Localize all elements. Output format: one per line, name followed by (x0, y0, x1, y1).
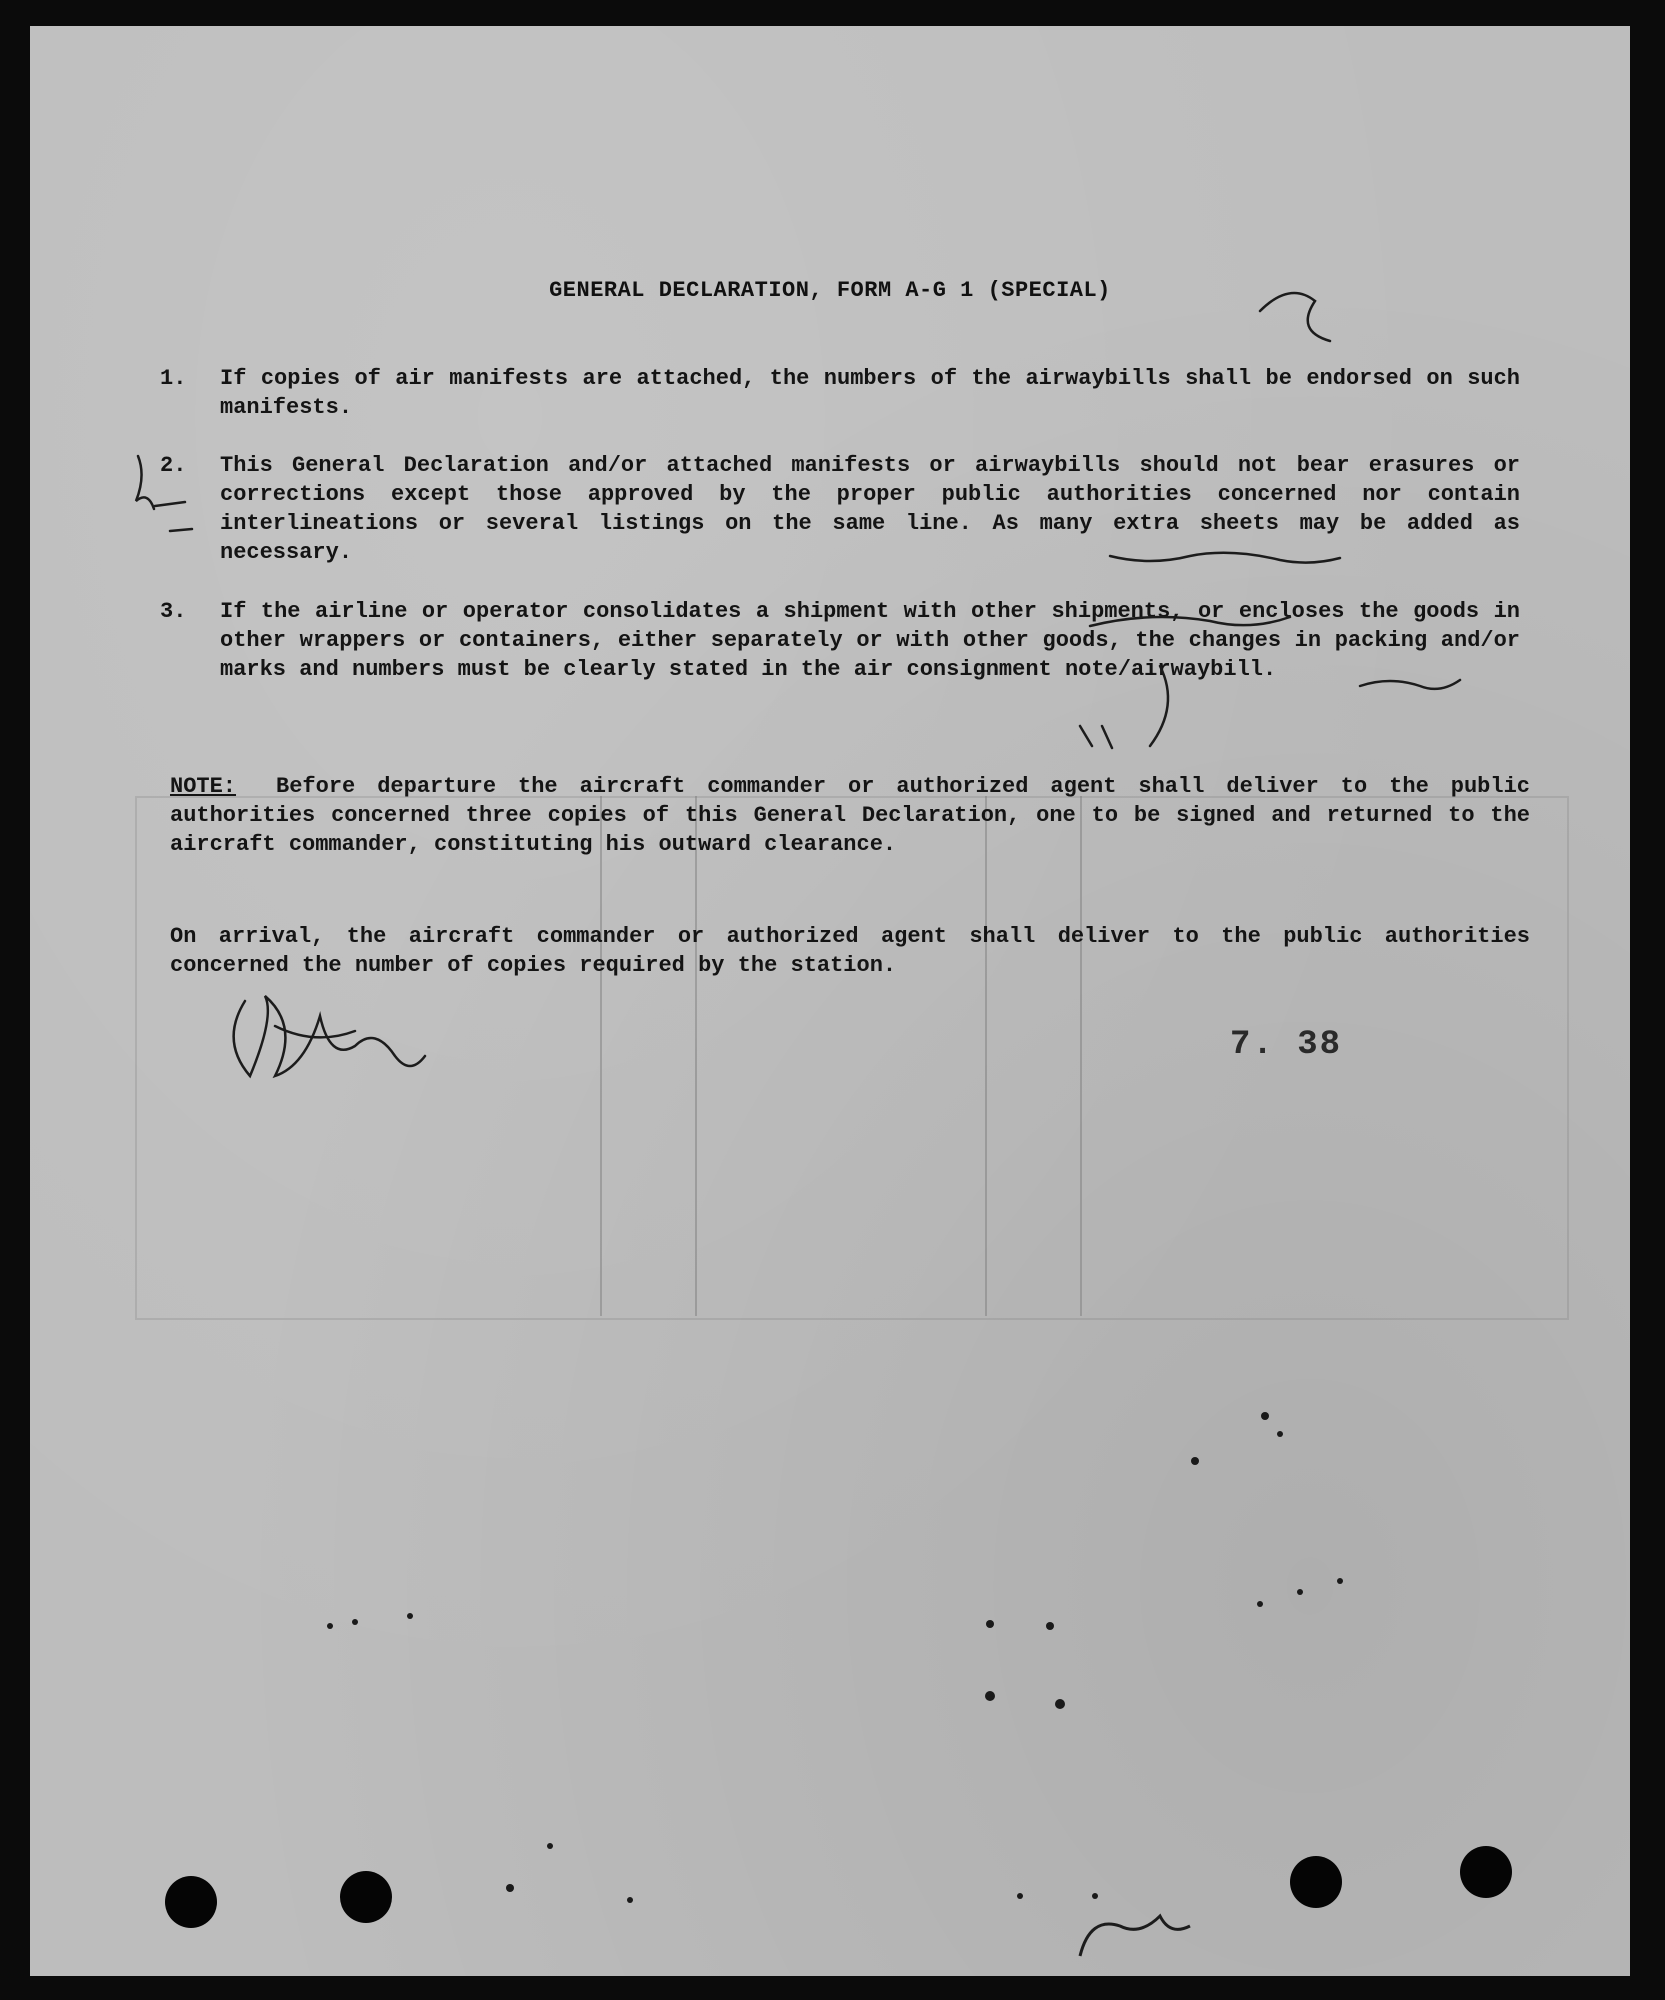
document-page (30, 26, 1630, 1976)
page-title: GENERAL DECLARATION, FORM A-G 1 (SPECIAL) (549, 278, 1111, 303)
item-text: If the airline or operator consolidates a shipment with other shipments, or encloses the goods in other wrappers or containers, either separately or with other goods, the changes in packing and/or marks and numbers must be clearly stated in the air consignment note/airwaybill. (220, 599, 1520, 682)
punch-hole (1290, 1856, 1342, 1908)
punch-hole (165, 1876, 217, 1928)
arrival-paragraph: On arrival, the aircraft commander or authorized agent shall deliver to the public authorities concerned the number of copies required by the station. (170, 924, 1530, 978)
stamp-number: 7. 38 (1230, 1026, 1343, 1064)
note-label: NOTE: (170, 774, 237, 799)
punch-hole (1460, 1846, 1512, 1898)
item-number: 3. (160, 599, 187, 624)
item-number: 2. (160, 453, 187, 478)
note-text: Before departure the aircraft commander or authorized agent shall deliver to the public authorities concerned three copies of this General Declaration, one to be signed and returned to the aircraft commander, constituting his outward clearance. (170, 774, 1530, 857)
punch-hole (340, 1871, 392, 1923)
margin-scribble (136, 456, 154, 509)
handwritten-marks (30, 26, 1630, 1976)
item-text: If copies of air manifests are attached, the numbers of the airwaybills shall be endorsed on such manifests. (220, 366, 1520, 420)
item-text: This General Declaration and/or attached manifests or airwaybills should not bear erasures or corrections except those approved by the proper public authorities concerned nor contain interlineations or several listings on the same line. As many extra sheets may be added as necessary. (220, 453, 1520, 565)
item-number: 1. (160, 366, 187, 391)
